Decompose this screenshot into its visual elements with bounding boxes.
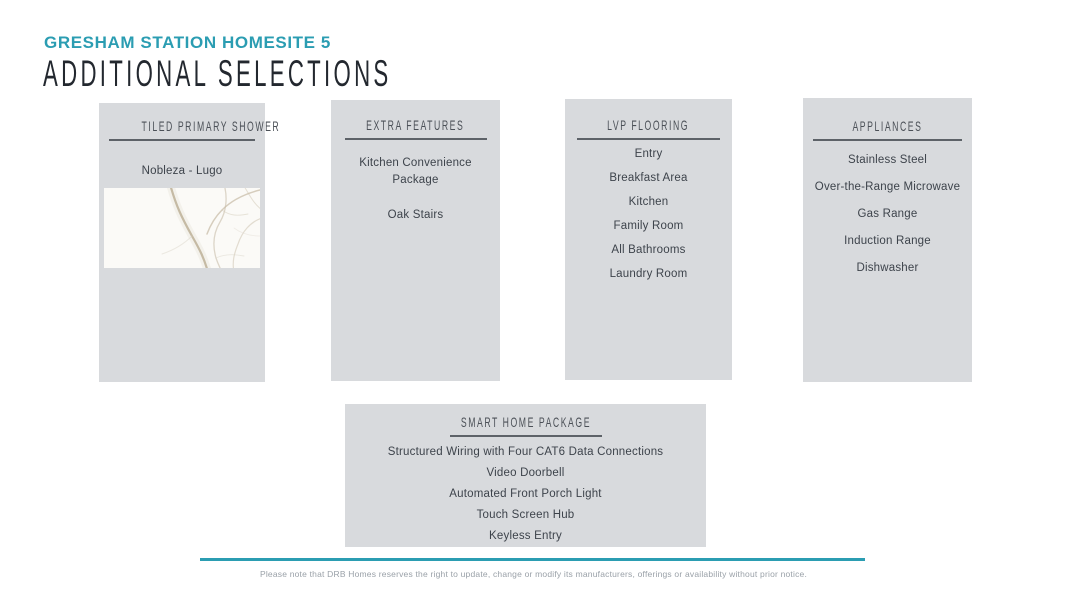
footer-divider-line <box>200 558 865 561</box>
selection-item: Over-the-Range Microwave <box>814 180 961 193</box>
card-heading-label: EXTRA FEATURES <box>366 117 465 133</box>
marble-tile-swatch-image <box>104 188 260 268</box>
card-heading-label: LVP FLOORING <box>607 117 690 133</box>
card-heading <box>565 117 732 140</box>
card-heading <box>331 117 500 140</box>
selection-item: Oak Stairs <box>387 208 444 221</box>
selection-item: Gas Range <box>857 207 918 220</box>
card-appliances <box>803 98 972 382</box>
selection-item: Structured Wiring with Four CAT6 Data Connections <box>387 445 664 458</box>
heading-underline <box>109 139 255 141</box>
card-heading <box>803 118 972 141</box>
selection-item: Touch Screen Hub <box>476 508 575 521</box>
selection-item: Induction Range <box>844 234 931 247</box>
card-heading <box>99 118 281 141</box>
selection-item: Laundry Room <box>609 267 688 280</box>
card-tiled-primary-shower <box>99 103 281 382</box>
selection-item: Entry <box>634 147 663 160</box>
selection-item: Video Doorbell <box>486 466 565 479</box>
card-smart-home-package <box>345 404 706 547</box>
heading-underline <box>450 435 602 437</box>
selection-item: Kitchen <box>628 195 669 208</box>
selection-item: Automated Front Porch Light <box>449 487 602 500</box>
card-heading-label: TILED PRIMARY SHOWER <box>141 118 281 134</box>
selection-item: Stainless Steel <box>847 153 928 166</box>
card-lvp-flooring <box>565 99 732 380</box>
selection-item: Kitchen Convenience Package <box>359 156 472 186</box>
selection-item: Keyless Entry <box>489 529 562 542</box>
selection-item: All Bathrooms <box>611 243 686 256</box>
card-heading-label: APPLIANCES <box>852 118 923 134</box>
selection-item: Dishwasher <box>856 261 919 274</box>
card-extra-features <box>331 100 500 381</box>
card-heading-label: SMART HOME PACKAGE <box>460 414 591 430</box>
page-title: ADDITIONAL SELECTIONS <box>43 53 392 94</box>
heading-underline <box>813 139 962 141</box>
selection-item: Breakfast Area <box>609 171 688 184</box>
footer-disclaimer: Please note that DRB Homes reserves the right to update, change or modify its manufacturers, offerings or availability without prior notice. <box>259 569 808 579</box>
card-heading <box>345 414 706 437</box>
heading-underline <box>345 138 487 140</box>
selection-item: Nobleza - Lugo <box>141 164 223 177</box>
heading-underline <box>577 138 720 140</box>
selection-item: Family Room <box>613 219 684 232</box>
community-subtitle: GRESHAM STATION HOMESITE 5 <box>44 33 331 52</box>
